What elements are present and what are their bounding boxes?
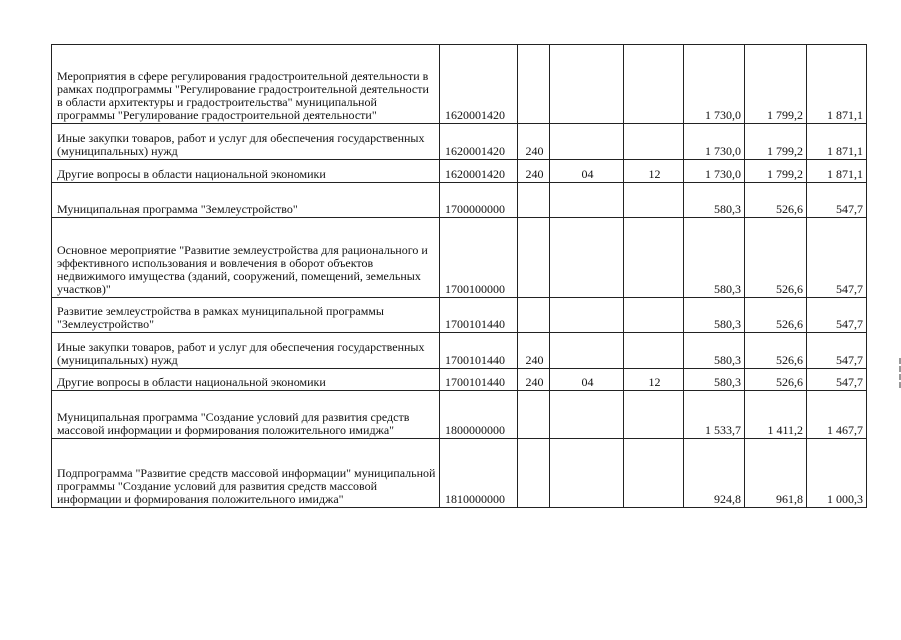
row-expense-type [518,439,550,508]
row-name: Основное мероприятие "Развитие землеустройства для рационального и эффективного использования и вовлечения в оборот объектов недвижимого имущества (зданий, сооружений, помещений, земельных участков)" [52,218,440,298]
row-subsection: 12 [624,369,684,391]
row-name: Муниципальная программа "Землеустройство" [52,183,440,218]
row-expense-type [518,45,550,124]
row-amount-1: 580,3 [684,218,745,298]
row-amount-2: 1 799,2 [745,124,807,160]
row-name: Другие вопросы в области национальной экономики [52,369,440,391]
row-subsection [624,298,684,333]
table-row [52,160,867,183]
row-name: Иные закупки товаров, работ и услуг для обеспечения государственных (муниципальных) нужд [52,124,440,160]
row-amount-1: 580,3 [684,183,745,218]
row-target-code: 1800000000 [440,391,518,439]
row-expense-type: 240 [518,333,550,369]
table-row [52,391,867,439]
table-row [52,124,867,160]
row-section: 04 [550,160,624,183]
row-amount-3: 1 871,1 [807,160,867,183]
row-expense-type [518,391,550,439]
table-row [52,369,867,391]
table-row [52,45,867,124]
row-section [550,124,624,160]
row-amount-2: 1 799,2 [745,160,807,183]
row-amount-3: 547,7 [807,333,867,369]
row-amount-2: 526,6 [745,369,807,391]
row-amount-3: 1 000,3 [807,439,867,508]
row-amount-1: 1 730,0 [684,124,745,160]
row-section [550,391,624,439]
row-amount-3: 1 871,1 [807,124,867,160]
row-target-code: 1810000000 [440,439,518,508]
row-amount-3: 547,7 [807,298,867,333]
row-amount-1: 1 730,0 [684,160,745,183]
row-target-code: 1700101440 [440,298,518,333]
row-section [550,333,624,369]
row-amount-1: 580,3 [684,333,745,369]
row-section [550,183,624,218]
row-amount-1: 1 730,0 [684,45,745,124]
row-amount-2: 526,6 [745,218,807,298]
row-expense-type [518,298,550,333]
row-expense-type [518,218,550,298]
budget-table [51,44,867,508]
row-name: Другие вопросы в области национальной экономики [52,160,440,183]
table-row [52,218,867,298]
row-amount-3: 1 871,1 [807,45,867,124]
row-name: Подпрограмма "Развитие средств массовой информации" муниципальной программы "Создание условий для развития средств массовой информации и формирования положительного имиджа" [52,439,440,508]
row-amount-2: 961,8 [745,439,807,508]
row-target-code: 1700101440 [440,333,518,369]
row-target-code: 1700100000 [440,218,518,298]
row-amount-3: 547,7 [807,369,867,391]
row-amount-3: 1 467,7 [807,391,867,439]
row-amount-1: 580,3 [684,298,745,333]
row-subsection [624,439,684,508]
row-amount-2: 526,6 [745,333,807,369]
row-expense-type: 240 [518,124,550,160]
row-target-code: 1700000000 [440,183,518,218]
row-section: 04 [550,369,624,391]
row-subsection [624,45,684,124]
table-row [52,439,867,508]
row-name: Развитие землеустройства в рамках муниципальной программы "Землеустройство" [52,298,440,333]
row-amount-2: 526,6 [745,298,807,333]
row-amount-1: 580,3 [684,369,745,391]
row-subsection [624,124,684,160]
row-section [550,439,624,508]
row-name: Муниципальная программа "Создание условий для развития средств массовой информации и формирования положительного имиджа" [52,391,440,439]
row-target-code: 1700101440 [440,369,518,391]
row-amount-1: 1 533,7 [684,391,745,439]
row-subsection [624,218,684,298]
row-section [550,298,624,333]
row-section [550,45,624,124]
row-expense-type: 240 [518,160,550,183]
row-expense-type [518,183,550,218]
row-subsection [624,333,684,369]
table-row [52,298,867,333]
row-amount-2: 1 411,2 [745,391,807,439]
row-name: Мероприятия в сфере регулирования градостроительной деятельности в рамках подпрограммы "Регулирование градостроительной деятельности в области архитектуры и градостроительства" муниципальной программы "Регулирование градостроительной деятельности" [52,45,440,124]
row-name: Иные закупки товаров, работ и услуг для обеспечения государственных (муниципальных) нужд [52,333,440,369]
row-amount-3: 547,7 [807,218,867,298]
row-subsection [624,391,684,439]
row-subsection: 12 [624,160,684,183]
row-target-code: 1620001420 [440,45,518,124]
row-section [550,218,624,298]
row-amount-3: 547,7 [807,183,867,218]
table-row [52,333,867,369]
row-expense-type: 240 [518,369,550,391]
table-row [52,183,867,218]
row-amount-2: 1 799,2 [745,45,807,124]
page-edge-mark [893,358,901,388]
row-target-code: 1620001420 [440,160,518,183]
row-amount-1: 924,8 [684,439,745,508]
row-amount-2: 526,6 [745,183,807,218]
row-subsection [624,183,684,218]
row-target-code: 1620001420 [440,124,518,160]
